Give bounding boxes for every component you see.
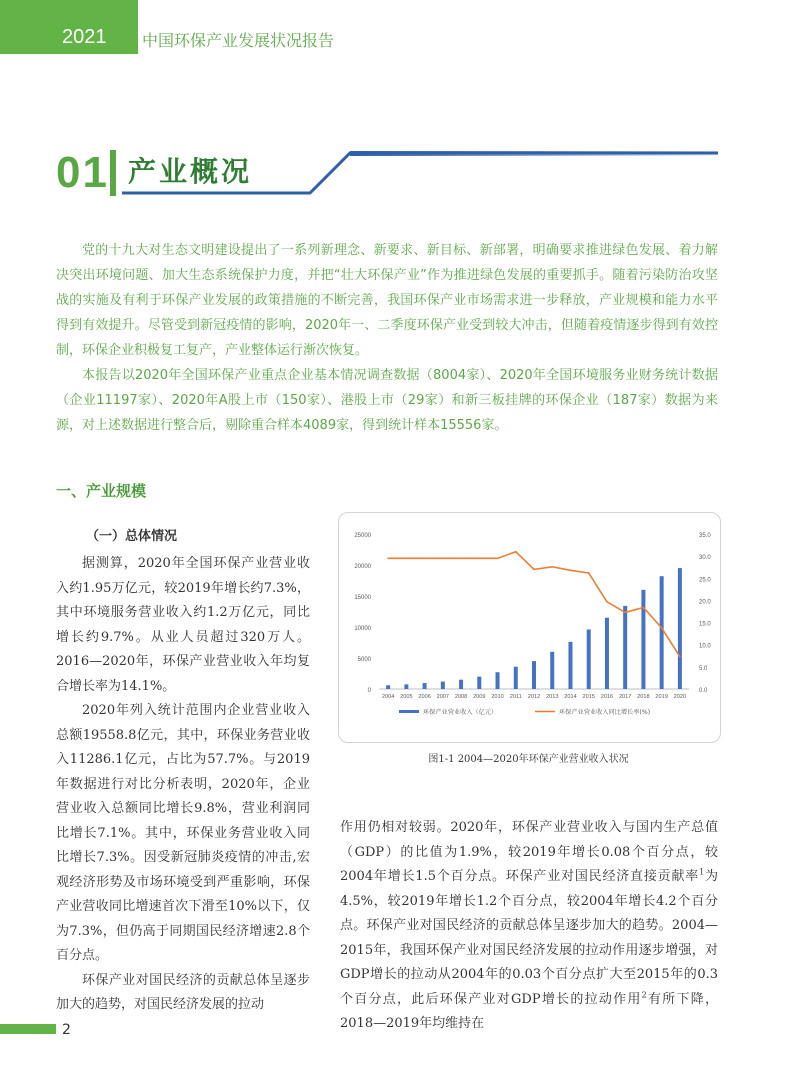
right-text-part-3: 有所下降，2018—2019年均维持在	[340, 991, 718, 1031]
x-tick-label: 2007	[436, 694, 450, 700]
x-tick-label: 2005	[400, 694, 413, 700]
footer-green-bar	[0, 1024, 56, 1034]
header-year: 2021	[62, 26, 107, 48]
line-growth-rate	[388, 552, 680, 657]
bar-revenue	[568, 642, 572, 689]
point-growth-rate	[442, 558, 444, 560]
right-paragraph	[340, 816, 718, 1037]
section-title: 一、产业规模	[56, 482, 147, 500]
x-tick-label: 2011	[509, 694, 522, 700]
y-right-tick-label: 10.0	[699, 643, 711, 650]
x-tick-label: 2006	[418, 694, 431, 700]
point-growth-rate	[588, 572, 590, 574]
x-tick-label: 2018	[637, 694, 650, 700]
legend-swatch-revenue	[399, 710, 419, 713]
point-growth-rate	[643, 607, 645, 609]
point-growth-rate	[515, 551, 517, 553]
bar-revenue	[514, 667, 518, 689]
x-tick-label: 2019	[655, 694, 668, 700]
y-right-tick-label: 0.0	[699, 688, 708, 694]
chapter-number: 01	[56, 148, 109, 197]
y-right-tick-label: 5.0	[699, 665, 708, 672]
x-tick-label: 2015	[582, 694, 595, 700]
legend-label-revenue: 环保产业营业收入（亿元）	[423, 709, 498, 716]
revenue-chart	[338, 512, 721, 743]
x-tick-label: 2017	[618, 694, 632, 700]
bar-revenue	[641, 590, 645, 689]
bar-revenue	[459, 680, 463, 689]
left-paragraph-3: 环保产业对国民经济的贡献总体呈逐步加大的趋势，对国民经济发展的拉动	[56, 972, 310, 1012]
figure-caption: 图1-1 2004—2020年环保产业营业收入状况	[428, 754, 629, 765]
y-right-tick-label: 25.0	[699, 577, 711, 584]
left-paragraph-1: 据测算，2020年全国环保产业营业收入约1.95万亿元，较2019年增长约7.3%，其中环境服务营业收入约1.2万亿元，同比增长约9.7%。从业人员超过320万人。2016—2020年，环保产业营业收入年均复合增长率为14.1%。	[56, 556, 310, 694]
bar-revenue	[386, 685, 390, 689]
x-tick-label: 2009	[473, 694, 486, 700]
x-tick-label: 2010	[491, 694, 504, 700]
x-tick-label: 2004	[381, 694, 395, 700]
chapter-title: 产业概况	[128, 155, 253, 188]
footnote-ref-1[interactable]: 1	[699, 867, 705, 877]
chapter-decoration-line	[0, 0, 793, 200]
y-left-tick-label: 25000	[354, 533, 371, 539]
x-tick-label: 2014	[564, 694, 577, 700]
bar-revenue	[532, 661, 536, 689]
y-right-tick-label: 35.0	[699, 533, 711, 539]
subsection-title: （一）总体情况	[86, 529, 178, 544]
revenue-chart-svg	[339, 513, 720, 742]
bar-revenue	[605, 618, 609, 689]
bar-revenue	[660, 576, 664, 689]
y-left-tick-label: 0	[367, 688, 371, 694]
header-title: 中国环保产业发展状况报告	[142, 31, 335, 50]
right-column	[340, 816, 718, 1037]
bar-revenue	[441, 682, 445, 689]
bar-revenue	[550, 652, 554, 689]
x-tick-label: 2012	[527, 694, 541, 700]
bar-revenue	[423, 683, 427, 689]
bar-revenue	[477, 677, 481, 689]
x-tick-label: 2016	[600, 694, 614, 700]
y-left-tick-label: 5000	[357, 657, 371, 663]
point-growth-rate	[406, 558, 408, 560]
point-growth-rate	[679, 656, 681, 658]
point-growth-rate	[460, 558, 462, 560]
y-right-tick-label: 30.0	[699, 555, 711, 562]
x-tick-label: 2013	[546, 694, 559, 700]
left-paragraph-2: 2020年列入统计范围内企业营业收入总额19558.8亿元，其中，环保业务营业收入11286.1亿元，占比为57.7%。与2019年数据进行对比分析表明，2020年，企业营业收入总额同比增长9.8%，营业利润同比增长7.1%。其中，环保业务营业收入同比增长7.3%。因受新冠肺炎疫情的冲击,宏观经济形势及市场环境受到严重影响，环保产业营收同比增速首次下滑至10%以下，仅为7.3%，但仍高于同期国民经济增速2.8个百分点。	[56, 703, 310, 963]
y-left-tick-label: 10000	[354, 626, 371, 632]
y-left-tick-label: 15000	[354, 595, 371, 601]
right-text-part-2: 为4.5%，较2019年增长1.2个百分点，较2004年增长4.2个百分点。环保产业对国民经济的贡献总体呈逐步加大的趋势。2004—2015年，我国环保产业对国民经济发展的拉动作用逐步增强，对GDP增长的拉动从2004年的0.03个百分点扩大至2015年的0.3个百分点，此后环保产业对GDP增长的拉动作用	[340, 869, 718, 1007]
legend-label-growth: 环保产业营业收入同比增长率(%)	[559, 709, 651, 716]
point-growth-rate	[661, 627, 663, 629]
x-tick-label: 2020	[673, 694, 687, 700]
y-left-tick-label: 20000	[354, 564, 371, 570]
chapter-line-main	[122, 153, 718, 193]
y-right-tick-label: 20.0	[699, 599, 711, 606]
intro-paragraph-1: 党的十九大对生态文明建设提出了一系列新理念、新要求、新目标、新部署，明确要求推进绿色发展、着力解决突出环境问题、加大生态系统保护力度，并把“壮大环保产业”作为推进绿色发展的重要抓手。随着污染防治攻坚战的实施及有利于环保产业发展的政策措施的不断完善，我国环保产业市场需求进一步释放，产业规模和能力水平得到有效提升。尽管受到新冠疫情的影响，2020年一、二季度环保产业受到较大冲击，但随着疫情逐步得到有效控制，环保企业积极复工复产，产业整体运行渐次恢复。	[56, 243, 718, 358]
point-growth-rate	[570, 570, 572, 572]
x-tick-label: 2008	[454, 694, 468, 700]
point-growth-rate	[387, 558, 389, 560]
left-column	[56, 552, 310, 1018]
point-growth-rate	[551, 566, 553, 568]
bar-revenue	[678, 568, 682, 689]
point-growth-rate	[624, 612, 626, 614]
bar-revenue	[623, 606, 627, 689]
bar-revenue	[587, 629, 591, 689]
point-growth-rate	[424, 558, 426, 560]
bar-revenue	[404, 684, 408, 689]
point-growth-rate	[497, 558, 499, 560]
right-text-part-1: 作用仍相对较弱。2020年，环保产业营业收入与国内生产总值（GDP）的比值为1.9%，较2019年增长0.08个百分点，较2004年增长1.5个百分点。环保产业对国民经济直接贡献率	[340, 820, 718, 884]
page-number: 2	[62, 1022, 71, 1038]
y-right-tick-label: 15.0	[699, 621, 711, 628]
point-growth-rate	[606, 601, 608, 603]
chapter-line-fade	[350, 151, 718, 156]
bar-revenue	[496, 672, 500, 689]
footnote-ref-2[interactable]: 2	[641, 990, 647, 1000]
point-growth-rate	[478, 558, 480, 560]
point-growth-rate	[533, 569, 535, 571]
intro-paragraph-2: 本报告以2020年全国环保产业重点企业基本情况调查数据（8004家）、2020年全国环境服务业财务统计数据（企业11197家）、2020年A股上市（150家）、港股上市（29家）和新三板挂牌的环保企业（187家）数据为来源，对上述数据进行整合后，剔除重合样本4089家，得到统计样本15556家。	[56, 368, 718, 433]
